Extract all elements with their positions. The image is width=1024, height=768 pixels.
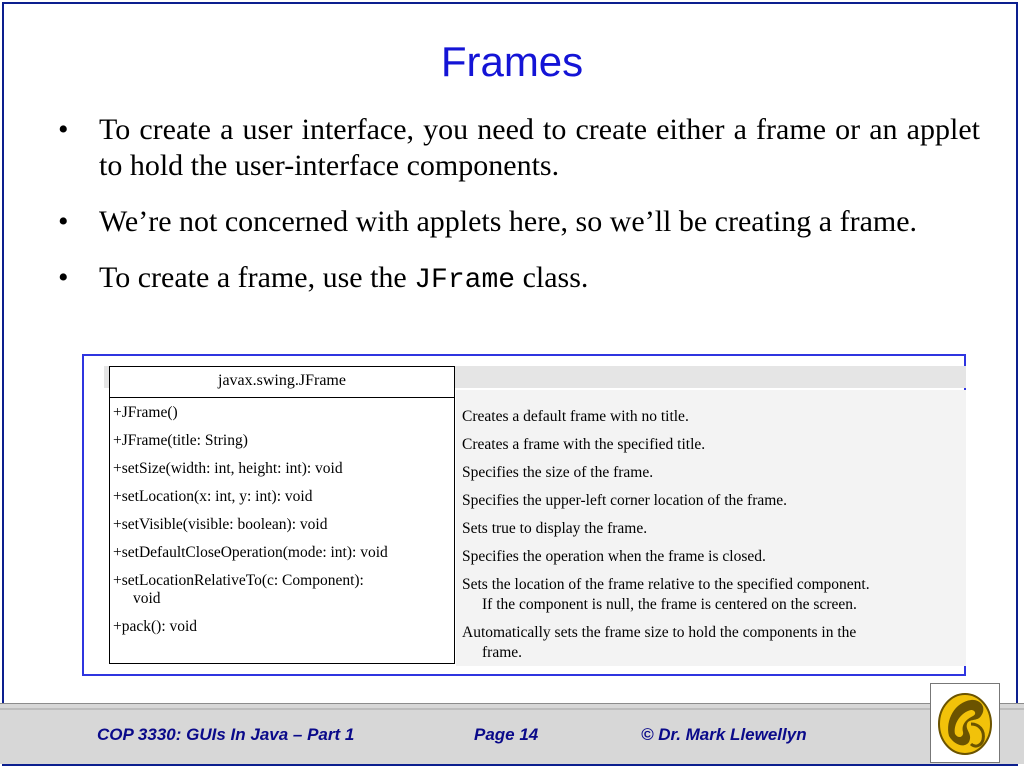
uml-class-name: javax.swing.JFrame xyxy=(110,367,454,398)
method-description xyxy=(462,575,962,615)
uml-method xyxy=(113,404,454,422)
method-descriptions xyxy=(462,407,962,671)
uml-class-box xyxy=(109,366,455,664)
uml-method xyxy=(113,544,454,562)
bullet-text-after: class. xyxy=(515,261,589,294)
method-description xyxy=(462,491,962,511)
method-description xyxy=(462,547,962,567)
bullet-list xyxy=(58,112,980,319)
description-text-continued: frame. xyxy=(482,644,523,661)
method-signature: +setLocation(x: int, y: int): void xyxy=(113,488,313,505)
pegasus-logo-icon xyxy=(930,683,1000,763)
jframe-class-figure xyxy=(82,354,966,676)
bullet-item xyxy=(58,112,980,184)
bullet-text-before: To create a frame, use the xyxy=(99,261,415,294)
description-text: Specifies the upper-left corner location of the frame. xyxy=(462,492,788,509)
uml-method xyxy=(113,516,454,534)
description-text: Creates a default frame with no title. xyxy=(462,408,689,425)
uml-method xyxy=(113,432,454,450)
bullet-text: We’re not concerned with applets here, so we’ll be creating a frame. xyxy=(99,205,918,238)
method-signature: +JFrame() xyxy=(113,404,178,421)
description-text: Sets true to display the frame. xyxy=(462,520,648,537)
description-text: Specifies the operation when the frame is closed. xyxy=(462,548,766,565)
method-description xyxy=(462,519,962,539)
footer-divider xyxy=(0,708,1024,710)
uml-method xyxy=(113,460,454,478)
description-text: Specifies the size of the frame. xyxy=(462,464,654,481)
uml-method xyxy=(113,488,454,506)
logo-graphic xyxy=(931,684,999,762)
method-description xyxy=(462,407,962,427)
method-signature: +setSize(width: int, height: int): void xyxy=(113,460,343,477)
bullet-text: To create a user interface, you need to create either a frame or an applet to hold the user-interface components. xyxy=(99,113,980,182)
slide-title: Frames xyxy=(440,38,584,85)
bullet-marker: • xyxy=(58,205,69,238)
footer-page-number: Page 14 xyxy=(474,725,539,744)
bullet-marker: • xyxy=(58,113,69,146)
footer-course: COP 3330: GUIs In Java – Part 1 xyxy=(97,725,355,744)
description-text-continued: If the component is null, the frame is centered on the screen. xyxy=(482,596,857,613)
description-text: Sets the location of the frame relative to the specified component. xyxy=(462,576,870,593)
description-text: Automatically sets the frame size to hold the components in the xyxy=(462,624,857,641)
uml-method-list xyxy=(110,398,454,636)
method-signature: +setVisible(visible: boolean): void xyxy=(113,516,328,533)
method-signature: +setLocationRelativeTo(c: Component): xyxy=(113,572,364,589)
bullet-item xyxy=(58,260,980,299)
method-signature: +pack(): void xyxy=(113,618,198,635)
footer-author: © Dr. Mark Llewellyn xyxy=(641,725,807,744)
method-signature: +setDefaultCloseOperation(mode: int): void xyxy=(113,544,388,561)
uml-method xyxy=(113,618,454,636)
uml-method xyxy=(113,572,454,608)
description-text: Creates a frame with the specified title. xyxy=(462,436,706,453)
method-description xyxy=(462,463,962,483)
method-signature: +JFrame(title: String) xyxy=(113,432,248,449)
bullet-marker: • xyxy=(58,261,69,294)
bullet-item xyxy=(58,204,980,240)
code-jframe: JFrame xyxy=(414,265,516,296)
method-description xyxy=(462,435,962,455)
method-description xyxy=(462,623,962,663)
slide-footer xyxy=(0,703,1024,764)
method-signature-continued: void xyxy=(133,590,161,607)
